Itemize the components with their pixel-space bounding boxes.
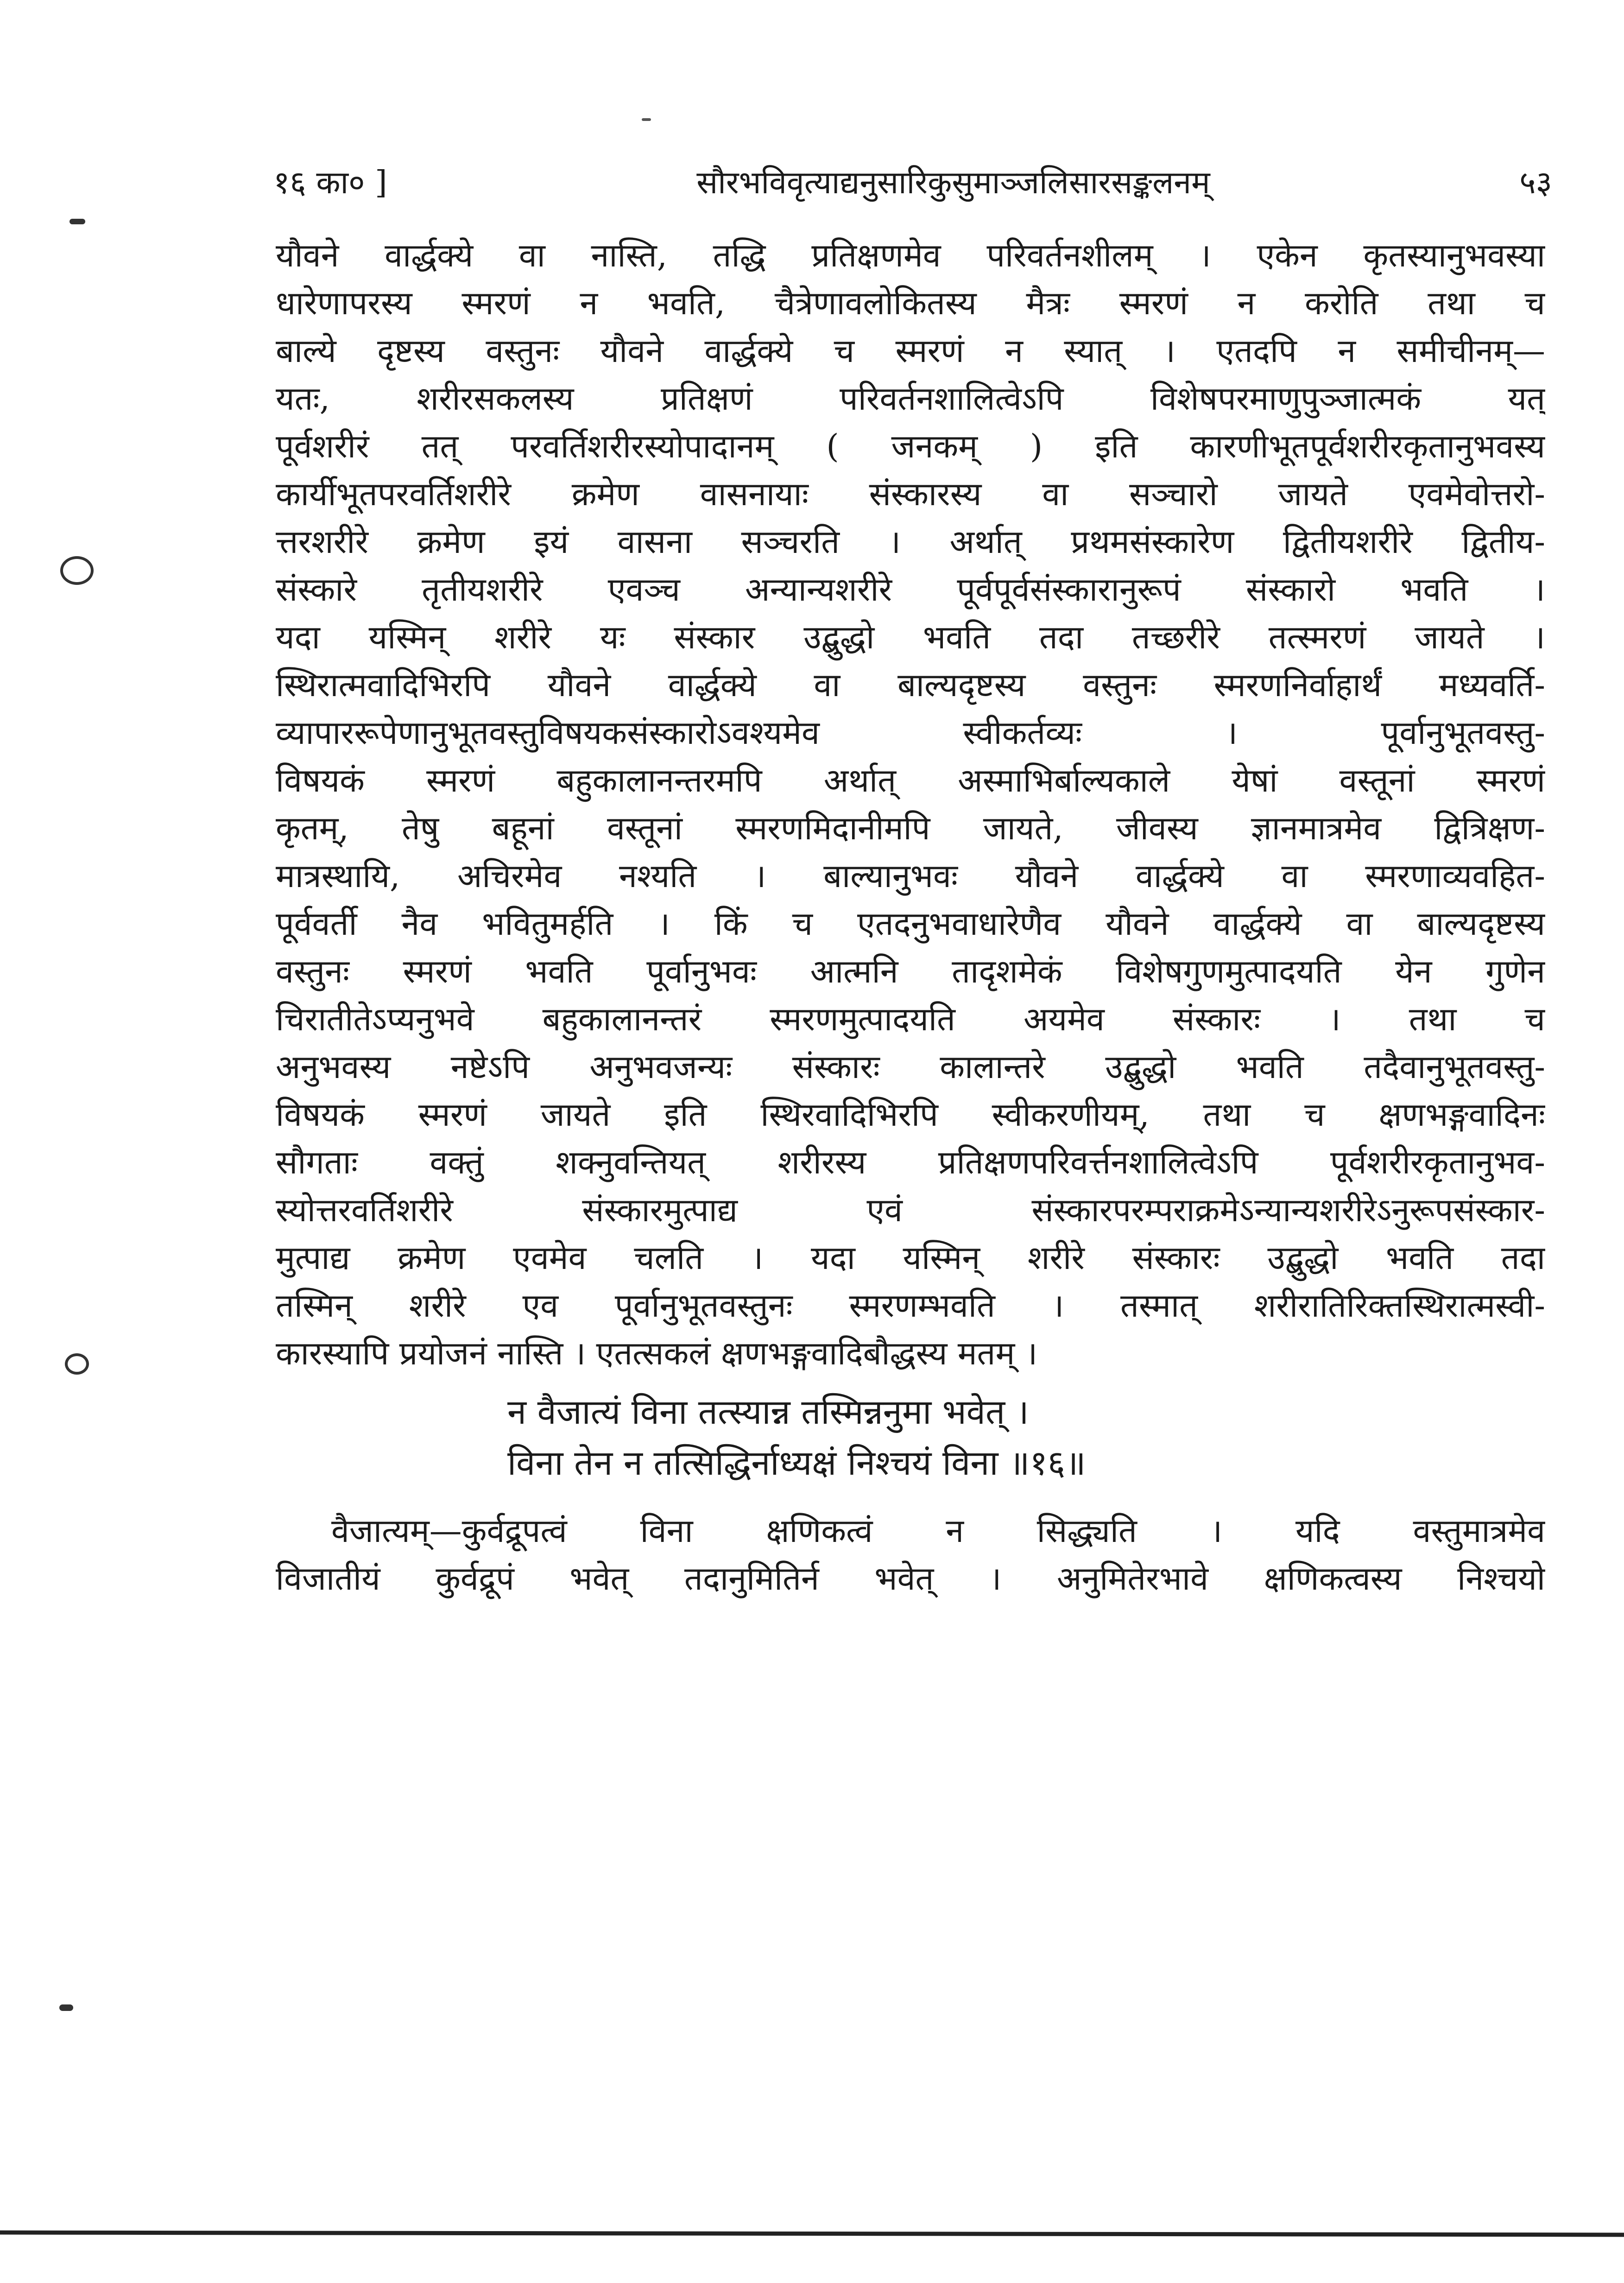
scan-speck <box>642 118 651 121</box>
running-title: सौरभविवृत्याद्यनुसारिकुसुमाञ्जलिसारसङ्कलनम् <box>696 164 1210 201</box>
text-line: चिरातीतेऽप्यनुभवे बहुकालानन्तरं स्मरणमुत्पादयति अयमेव संस्कारः । तथा च <box>276 1000 1545 1038</box>
body-text <box>276 232 1545 1603</box>
text-line: वैजात्यम्—कुर्वद्रूपत्वं विना क्षणिकत्वं न सिद्ध्यति । यदि वस्तुमात्रमेव <box>331 1512 1545 1550</box>
text-line: तस्मिन् शरीरे एव पूर्वानुभूतवस्तुनः स्मरणम्भवति । तस्मात् शरीरातिरिक्तस्थिरात्मस्वी- <box>276 1287 1545 1325</box>
margin-mark <box>60 556 94 585</box>
text-line: पूर्ववर्ती नैव भवितुमर्हति । किं च एतदनुभवाधारेणैव यौवने वार्द्धक्ये वा बाल्यदृष्टस्य <box>276 905 1545 943</box>
text-line: अनुभवस्य नष्टेऽपि अनुभवजन्यः संस्कारः कालान्तरे उद्बुद्धो भवति तदैवानुभूतवस्तु- <box>276 1048 1545 1086</box>
text-line: मात्रस्थायि, अचिरमेव नश्यति । बाल्यानुभवः यौवने वार्द्धक्ये वा स्मरणाव्यवहित- <box>276 857 1545 895</box>
text-line: पूर्वशरीरं तत् परवर्तिशरीरस्योपादानम् ( जनकम् ) इति कारणीभूतपूर्वशरीरकृतानुभवस्य <box>276 427 1545 465</box>
page-number: ५३ <box>1519 164 1552 201</box>
text-line: मुत्पाद्य क्रमेण एवमेव चलति । यदा यस्मिन् शरीरे संस्कारः उद्बुद्धो भवति तदा <box>276 1239 1545 1277</box>
text-line: कारस्यापि प्रयोजनं नास्ति । एतत्सकलं क्षणभङ्गवादिबौद्धस्य मतम् । <box>276 1334 1038 1372</box>
text-line: व्यापाररूपेणानुभूतवस्तुविषयकसंस्कारोऽवश्यमेव स्वीकर्तव्यः । पूर्वानुभूतवस्तु- <box>276 714 1545 752</box>
verse-karika <box>507 1387 1545 1489</box>
text-line: यदा यस्मिन् शरीरे यः संस्कार उद्बुद्धो भवति तदा तच्छरीरे तत्स्मरणं जायते । <box>276 618 1545 656</box>
text-line: स्थिरात्मवादिभिरपि यौवने वार्द्धक्ये वा बाल्यदृष्टस्य वस्तुनः स्मरणनिर्वाहार्थं मध्यवर्ति- <box>276 666 1545 704</box>
text-line: यतः, शरीरसकलस्य प्रतिक्षणं परिवर्तनशालित्वेऽपि विशेषपरमाणुपुञ्जात्मकं यत् <box>276 380 1545 418</box>
text-line: विजातीयं कुर्वद्रूपं भवेत् तदानुमितिर्न भवेत् । अनुमितेरभावे क्षणिकत्वस्य निश्चयो <box>276 1560 1545 1598</box>
verse-line: न वैजात्यं विना तत्स्यान्न तस्मिन्ननुमा भवेत् । <box>507 1392 1029 1432</box>
margin-mark <box>65 1353 89 1375</box>
margin-mark <box>59 2004 73 2011</box>
text-line: सौगताः वक्तुं शक्नुवन्तियत् शरीरस्य प्रतिक्षणपरिवर्त्तनशालित्वेऽपि पूर्वशरीरकृतानुभव- <box>276 1143 1545 1181</box>
running-header <box>273 153 1552 209</box>
bottom-edge-rule <box>0 2231 1624 2237</box>
text-line: विषयकं स्मरणं बहुकालानन्तरमपि अर्थात् अस्माभिर्बाल्यकाले येषां वस्तूनां स्मरणं <box>276 761 1545 799</box>
text-line: त्तरशरीरे क्रमेण इयं वासना सञ्चरति । अर्थात् प्रथमसंस्कारेण द्वितीयशरीरे द्वितीय- <box>276 523 1545 561</box>
text-line: स्योत्तरवर्तिशरीरे संस्कारमुत्पाद्य एवं संस्कारपरम्पराक्रमेऽन्यान्यशरीरेऽनुरूपसंस्कार- <box>276 1191 1545 1229</box>
paragraph-2 <box>276 1507 1545 1603</box>
margin-mark <box>70 219 85 224</box>
section-reference: १६ का० ] <box>273 164 387 201</box>
text-line: यौवने वार्द्धक्ये वा नास्ति, तद्धि प्रतिक्षणमेव परिवर्तनशीलम् । एकेन कृतस्यानुभवस्या <box>276 236 1545 274</box>
verse-line: विना तेन न तत्सिद्धिर्नाध्यक्षं निश्चयं विना ॥१६॥ <box>507 1443 1086 1483</box>
text-line: वस्तुनः स्मरणं भवति पूर्वानुभवः आत्मनि तादृशमेकं विशेषगुणमुत्पादयति येन गुणेन <box>276 952 1545 990</box>
text-line: कार्यीभूतपरवर्तिशरीरे क्रमेण वासनायाः संस्कारस्य वा सञ्चारो जायते एवमेवोत्तरो- <box>276 475 1545 513</box>
paragraph-1 <box>276 232 1545 1377</box>
text-line: विषयकं स्मरणं जायते इति स्थिरवादिभिरपि स्वीकरणीयम्, तथा च क्षणभङ्गवादिनः <box>276 1096 1545 1134</box>
text-line: धारेणापरस्य स्मरणं न भवति, चैत्रेणावलोकितस्य मैत्रः स्मरणं न करोति तथा च <box>276 284 1545 322</box>
text-line: बाल्ये दृष्टस्य वस्तुनः यौवने वार्द्धक्ये च स्मरणं न स्यात् । एतदपि न समीचीनम्— <box>276 332 1545 370</box>
text-line: संस्कारे तृतीयशरीरे एवञ्च अन्यान्यशरीरे पूर्वपूर्वसंस्कारानुरूपं संस्कारो भवति । <box>276 571 1545 609</box>
text-line: कृतम्, तेषु बहूनां वस्तूनां स्मरणमिदानीमपि जायते, जीवस्य ज्ञानमात्रमेव द्वित्रिक्षण- <box>276 809 1545 847</box>
